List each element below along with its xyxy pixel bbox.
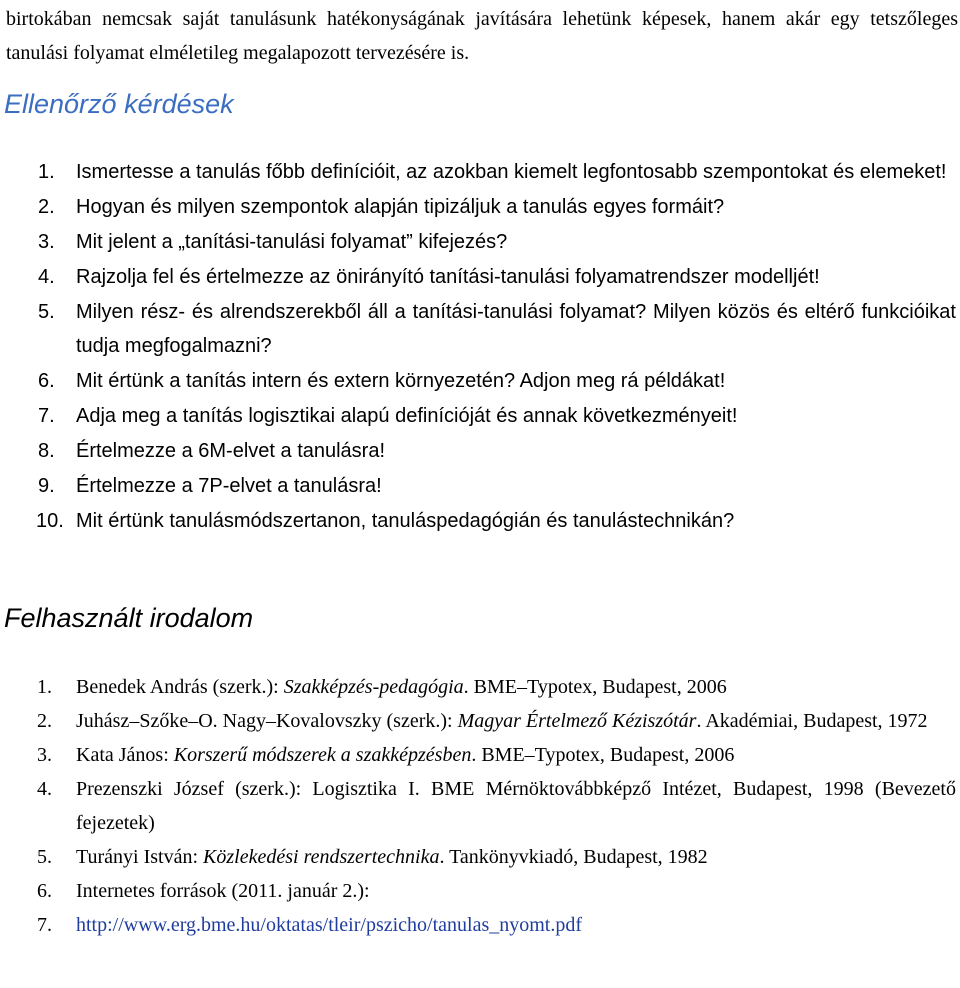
question-item (0, 469, 960, 503)
question-text: Mit értünk a tanítás intern és extern környezetén? Adjon meg rá példákat! (76, 370, 726, 392)
question-number: 10. (36, 510, 64, 532)
reference-publisher: . Akadémiai, Budapest, 1972 (696, 710, 928, 732)
question-number: 3. (38, 231, 55, 253)
question-text: Mit jelent a „tanítási-tanulási folyamat” kifejezés? (76, 231, 508, 253)
intro-paragraph: birtokában nemcsak saját tanulásunk hatékonyságának javítására lehetünk képesek, hanem akár egy tetszőleges tanulási folyamat elméletileg megalapozott tervezésére is. (6, 8, 958, 64)
reference-number: 3. (37, 744, 52, 766)
reference-number: 2. (37, 710, 52, 732)
question-text: Milyen rész- és alrendszerekből áll a tanítási-tanulási folyamat? Milyen közös és eltérő funkcióikat tudja megfogalmazni? (76, 301, 956, 357)
reference-item (0, 840, 960, 874)
questions-list (0, 155, 960, 539)
question-item (0, 155, 960, 189)
reference-number: 6. (37, 880, 52, 902)
reference-number: 5. (37, 846, 52, 868)
question-text: Mit értünk tanulásmódszertanon, tanuláspedagógián és tanulástechnikán? (76, 510, 735, 532)
question-item (0, 225, 960, 259)
question-text: Értelmezze a 6M-elvet a tanulásra! (76, 440, 386, 462)
question-number: 5. (38, 301, 55, 323)
reference-item (0, 908, 960, 942)
question-text: Rajzolja fel és értelmezze az önirányító tanítási-tanulási folyamatrendszer modelljét! (76, 266, 820, 288)
reference-link[interactable]: http://www.erg.bme.hu/oktatas/tleir/pszicho/tanulas_nyomt.pdf (76, 914, 583, 936)
reference-title: Közlekedési rendszertechnika (203, 846, 440, 868)
reference-title: Korszerű módszerek a szakképzésben (173, 744, 472, 766)
question-text: Értelmezze a 7P-elvet a tanulásra! (76, 475, 382, 497)
question-text: Hogyan és milyen szempontok alapján tipizáljuk a tanulás egyes formáit? (76, 196, 725, 218)
reference-text: Prezenszki József (szerk.): Logisztika I. BME Mérnöktovábbképző Intézet, Budapest, 1998 (Bevezető fejezetek) (76, 778, 956, 834)
question-number: 6. (38, 370, 55, 392)
question-number: 9. (38, 475, 55, 497)
question-text: Adja meg a tanítás logisztikai alapú definícióját és annak következményeit! (76, 405, 738, 427)
question-item (0, 399, 960, 433)
heading-references: Felhasznált irodalom (4, 603, 254, 633)
reference-author: Juhász–Szőke–O. Nagy–Kovalovszky (szerk.): (76, 710, 458, 732)
reference-publisher: . BME–Typotex, Budapest, 2006 (471, 744, 735, 766)
question-item (0, 504, 960, 538)
reference-item (0, 874, 960, 908)
reference-text: Internetes források (2011. január 2.): (76, 880, 370, 902)
references-list (0, 670, 960, 942)
reference-item (0, 772, 960, 840)
reference-publisher: . BME–Typotex, Budapest, 2006 (463, 676, 727, 698)
reference-publisher: . Tankönyvkiadó, Budapest, 1982 (439, 846, 708, 868)
question-number: 7. (38, 405, 55, 427)
question-item (0, 364, 960, 398)
reference-number: 4. (37, 778, 52, 800)
reference-author: Turányi István: (76, 846, 204, 868)
reference-author: Kata János: (76, 744, 174, 766)
question-item (0, 295, 960, 363)
question-item (0, 190, 960, 224)
reference-item (0, 738, 960, 772)
question-number: 8. (38, 440, 55, 462)
question-item (0, 434, 960, 468)
question-text: Ismertesse a tanulás főbb definícióit, az azokban kiemelt legfontosabb szempontokat és elemeket! (76, 161, 947, 183)
reference-item (0, 670, 960, 704)
reference-author: Benedek András (szerk.): (76, 676, 284, 698)
question-number: 2. (38, 196, 55, 218)
reference-number: 1. (37, 676, 52, 698)
reference-title: Szakképzés-pedagógia (283, 676, 464, 698)
reference-number: 7. (37, 914, 52, 936)
reference-title: Magyar Értelmező Kéziszótár (457, 710, 697, 732)
question-number: 1. (38, 161, 55, 183)
reference-item (0, 704, 960, 738)
heading-questions: Ellenőrző kérdések (4, 89, 234, 119)
question-number: 4. (38, 266, 55, 288)
question-item (0, 260, 960, 294)
